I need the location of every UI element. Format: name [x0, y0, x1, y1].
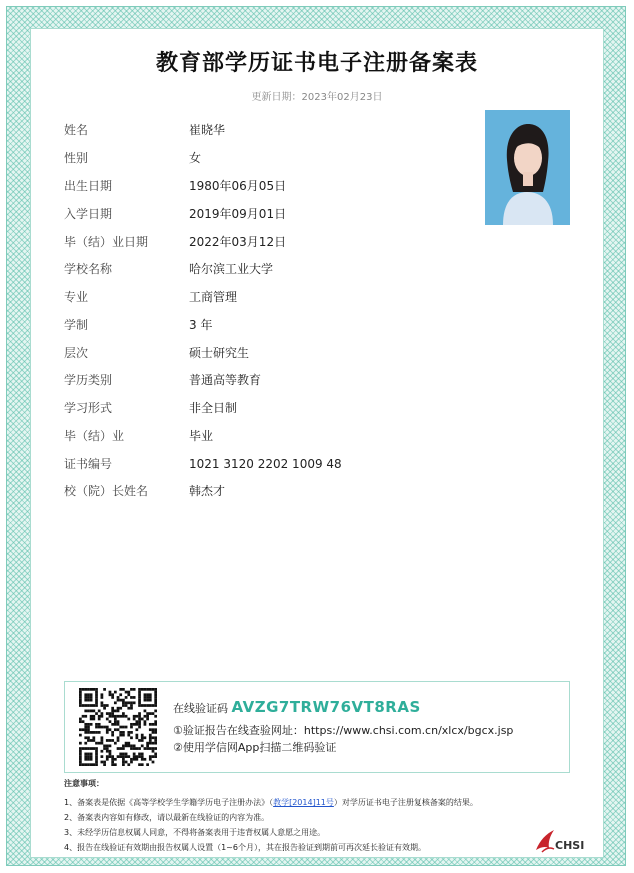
field-value: 3 年 — [189, 318, 213, 332]
note-item: 4、报告在线验证有效期由报告权属人设置（1~6个月），其在报告验证到期前可再次延长验证有效期。 — [64, 843, 426, 852]
verification-box — [64, 681, 570, 773]
field-label: 专业 — [64, 290, 89, 304]
field-label: 层次 — [64, 346, 89, 360]
field-label: 学历类别 — [64, 373, 113, 387]
field-value: 1980年06月05日 — [189, 179, 287, 193]
field-value: 韩杰才 — [189, 484, 226, 498]
page-title: 教育部学历证书电子注册备案表 — [155, 51, 478, 76]
verification-code-label: 在线验证码 — [173, 702, 228, 715]
qr-code[interactable] — [79, 688, 157, 766]
field-value: 2022年03月12日 — [189, 235, 287, 249]
notes-section — [64, 778, 478, 855]
verification-url-line: ①验证报告在线查验网址：https://www.chsi.com.cn/xlcx/bgcx.jsp — [173, 724, 514, 737]
field-value: 非全日制 — [189, 401, 238, 415]
field-value: 崔晓华 — [189, 123, 226, 137]
field-label: 性别 — [64, 151, 89, 165]
verification-app-line: ②使用学信网App扫描二维码验证 — [173, 741, 337, 754]
field-label: 姓名 — [64, 123, 89, 137]
regulation-link[interactable]: 教学[2014]11号 — [273, 798, 334, 807]
field-value: 普通高等教育 — [189, 373, 262, 387]
chsi-logo-text: CHSI — [555, 839, 585, 852]
verification-code-line — [173, 698, 421, 716]
id-photo — [485, 110, 570, 225]
field-value: 硕士研究生 — [189, 346, 250, 360]
field-value: 哈尔滨工业大学 — [189, 262, 274, 276]
field-value: 2019年09月01日 — [189, 207, 287, 221]
field-label: 学校名称 — [64, 262, 113, 276]
field-value: 女 — [189, 151, 202, 165]
note-text: 1、备案表是依据《高等学校学生学籍学历电子注册办法》（ — [64, 798, 274, 807]
note-item: 2、备案表内容如有修改，请以最新在线验证的内容为准。 — [64, 813, 270, 822]
update-date: 更新日期：2023年02月23日 — [251, 92, 383, 103]
field-label: 证书编号 — [64, 457, 113, 471]
field-value: 工商管理 — [189, 290, 238, 304]
field-label: 学制 — [64, 318, 89, 332]
verification-code: AVZG7TRW76VT8RAS — [231, 698, 421, 716]
notes-header: 注意事项： — [64, 779, 104, 788]
note-item — [64, 795, 478, 810]
field-value: 毕业 — [189, 429, 214, 443]
note-item: 3、未经学历信息权属人同意，不得将备案表用于违背权属人意愿之用途。 — [64, 828, 326, 837]
field-label: 入学日期 — [64, 207, 113, 221]
field-label: 校（院）长姓名 — [64, 484, 149, 498]
field-label: 毕（结）业日期 — [64, 235, 149, 249]
field-label: 学习形式 — [64, 401, 113, 415]
field-label: 毕（结）业 — [64, 429, 125, 443]
field-label: 出生日期 — [64, 179, 113, 193]
note-text: ）对学历证书电子注册复核备案的结果。 — [333, 798, 478, 807]
field-value: 1021 3120 2202 1009 48 — [189, 457, 342, 471]
